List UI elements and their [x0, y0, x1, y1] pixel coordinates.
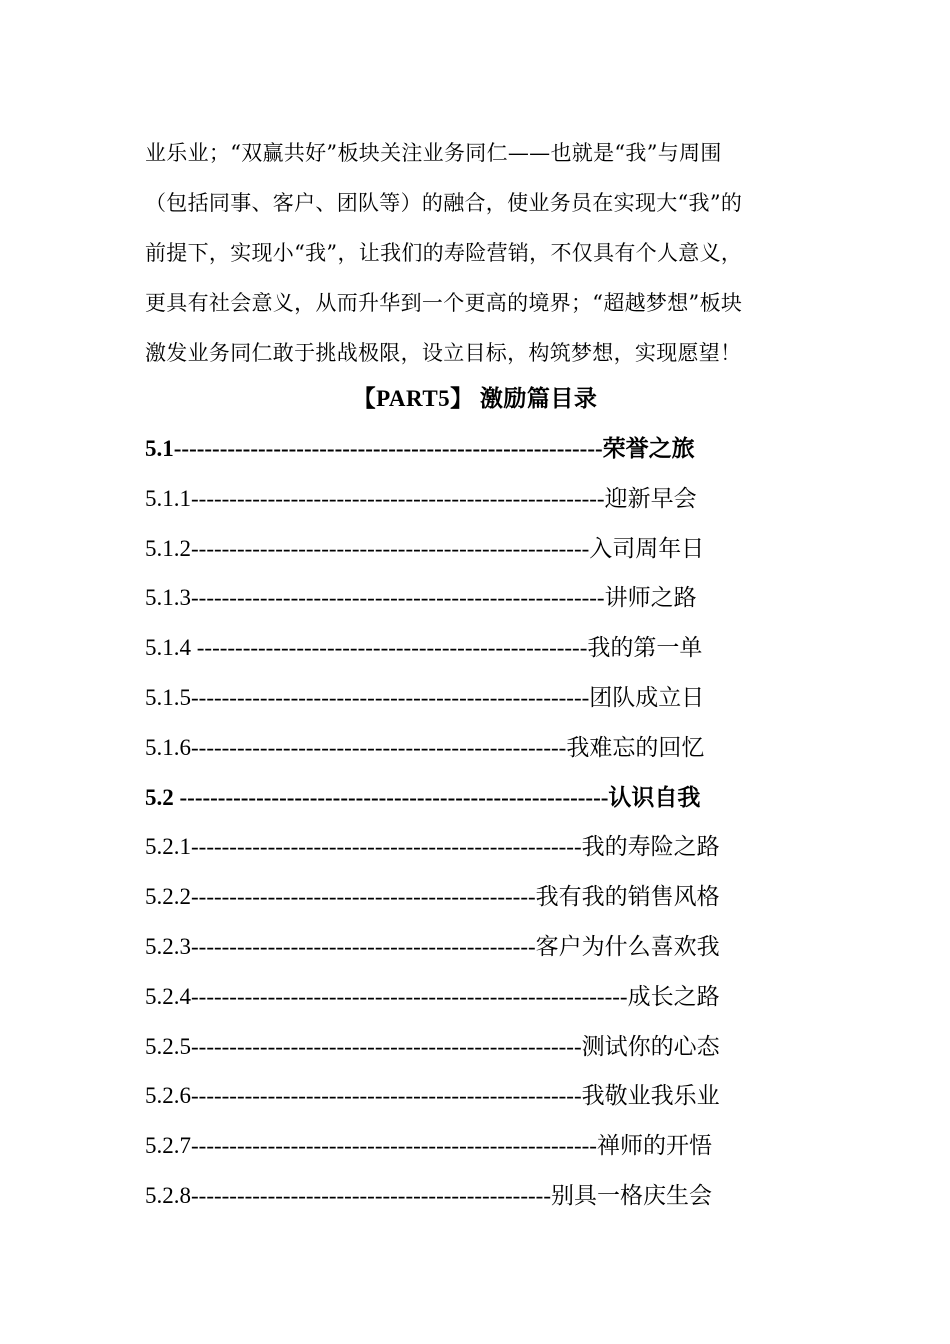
- toc-entry-leader: -----------------------------------------------: [191, 1182, 551, 1208]
- toc-entry: [145, 872, 825, 922]
- toc-entry: [145, 474, 825, 524]
- toc-entry-number: 5.2.1: [145, 834, 191, 860]
- toc-entry-leader: ---------------------------------------------------: [191, 1033, 582, 1059]
- toc-entry-title: 我的寿险之路: [581, 834, 720, 860]
- toc-entry-number: 5.2.6: [145, 1083, 191, 1109]
- toc-entry-title: 我的第一单: [587, 635, 703, 661]
- toc-entry-leader: --------------------------------------------------------: [179, 784, 609, 810]
- toc-entry: [145, 723, 825, 773]
- toc-entry-leader: ----------------------------------------------------: [191, 535, 590, 561]
- paragraph-line: （包括同事、客户、团队等）的融合，使业务员在实现大“我”的: [145, 191, 743, 215]
- toc-entry-number: 5.2.7: [145, 1133, 191, 1159]
- toc-entry-title: 我敬业我乐业: [581, 1083, 720, 1109]
- toc-entry-title: 认识自我: [608, 784, 701, 810]
- toc-entry-leader: ------------------------------------------------------: [191, 485, 605, 511]
- toc-entry-number: 5.1.1: [145, 485, 191, 511]
- toc-entry-leader: ----------------------------------------------------: [191, 684, 590, 710]
- toc-entry-leader: ---------------------------------------------------: [191, 1083, 582, 1109]
- toc-entry-number: 5.2.3: [145, 933, 191, 959]
- toc-entry-title: 禅师的开悟: [596, 1133, 712, 1159]
- toc-entry-title: 讲师之路: [604, 585, 697, 611]
- toc-entry-leader: --------------------------------------------------------: [173, 436, 603, 461]
- toc-entry-title: 团队成立日: [589, 684, 705, 710]
- toc-entry-number: 5.1.2: [145, 535, 191, 561]
- intro-paragraph: [145, 128, 810, 378]
- toc-entry: [145, 1071, 825, 1121]
- toc-entry-number: 5.1.3: [145, 585, 191, 611]
- section-heading: 【PART5】 激励篇目录: [352, 386, 598, 411]
- toc-entry-leader: ---------------------------------------------------: [191, 834, 582, 860]
- toc-entry: [145, 673, 825, 723]
- toc-entry: [145, 773, 825, 823]
- toc-entry-number: 5.1.5: [145, 684, 191, 710]
- toc-entry-number: 5.2.2: [145, 884, 191, 910]
- table-of-contents: [145, 424, 825, 1221]
- toc-entry: [145, 972, 825, 1022]
- toc-entry: [145, 1121, 825, 1171]
- toc-entry: [145, 1171, 825, 1221]
- toc-entry-leader: ------------------------------------------------------: [191, 585, 605, 611]
- paragraph-line: 激发业务同仁敢于挑战极限，设立目标，构筑梦想，实现愿望！: [145, 341, 742, 365]
- toc-entry-title: 成长之路: [627, 983, 720, 1009]
- toc-entry-leader: -----------------------------------------------------: [191, 1133, 597, 1159]
- toc-entry: [145, 573, 825, 623]
- toc-entry: [145, 922, 825, 972]
- toc-entry-title: 测试你的心态: [581, 1033, 720, 1059]
- toc-entry: [145, 524, 825, 574]
- toc-entry: [145, 1022, 825, 1072]
- toc-entry-leader: ---------------------------------------------: [191, 933, 536, 959]
- toc-entry-title: 荣誉之旅: [602, 436, 695, 461]
- toc-entry-number: 5.2.8: [145, 1182, 191, 1208]
- toc-entry-title: 别具一格庆生会: [550, 1182, 712, 1208]
- toc-entry-title: 迎新早会: [604, 485, 697, 511]
- toc-entry-number: 5.1.6: [145, 734, 191, 760]
- toc-entry: [145, 623, 825, 673]
- toc-entry-leader: -------------------------------------------------: [191, 734, 567, 760]
- toc-entry-leader: ---------------------------------------------: [191, 884, 536, 910]
- paragraph-line: 业乐业；“双赢共好”板块关注业务同仁——也就是“我”与周围: [145, 141, 722, 165]
- toc-entry-number: 5.2.5: [145, 1033, 191, 1059]
- toc-entry-leader: ---------------------------------------------------: [196, 635, 588, 661]
- toc-entry: [145, 424, 825, 474]
- toc-entry-number: 5.2.4: [145, 983, 191, 1009]
- toc-entry-title: 我有我的销售风格: [535, 884, 720, 910]
- toc-entry-leader: ---------------------------------------------------------: [191, 983, 628, 1009]
- toc-entry-title: 入司周年日: [589, 535, 705, 561]
- toc-entry: [145, 822, 825, 872]
- paragraph-line: 更具有社会意义，从而升华到一个更高的境界；“超越梦想”板块: [145, 291, 743, 315]
- paragraph-line: 前提下，实现小“我”，让我们的寿险营销，不仅具有个人意义，: [145, 241, 743, 265]
- toc-entry-number: 5.1.4: [145, 635, 197, 661]
- toc-entry-number: 5.2: [145, 784, 180, 810]
- toc-entry-number: 5.1: [145, 436, 174, 461]
- toc-entry-title: 我难忘的回忆: [566, 734, 705, 760]
- toc-entry-title: 客户为什么喜欢我: [535, 933, 720, 959]
